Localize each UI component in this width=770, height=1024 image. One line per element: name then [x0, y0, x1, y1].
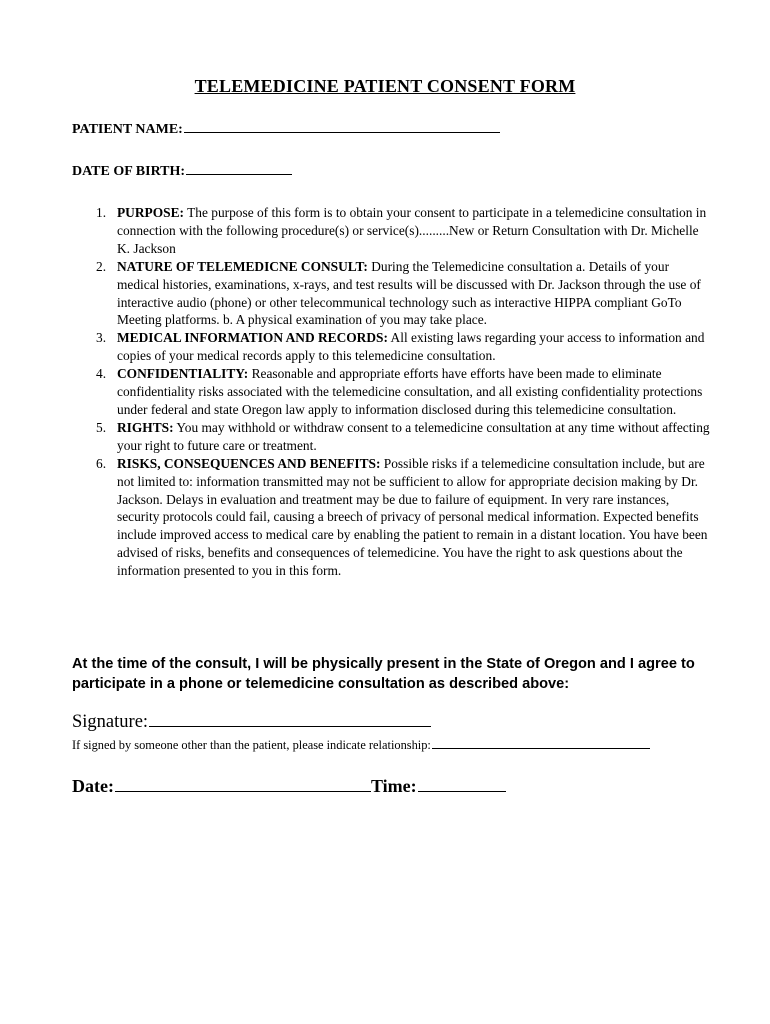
item-heading: RISKS, CONSEQUENCES AND BENEFITS: — [117, 455, 381, 471]
signature-row — [72, 712, 431, 733]
date-label: Date: — [72, 776, 114, 796]
date-of-birth-row — [72, 164, 292, 180]
relationship-field[interactable] — [432, 747, 650, 749]
signature-field[interactable] — [149, 725, 431, 727]
date-time-row — [72, 776, 506, 797]
form-title: TELEMEDICINE PATIENT CONSENT FORM — [194, 76, 576, 96]
signature-label: Signature: — [72, 712, 149, 732]
date-of-birth-field[interactable] — [186, 173, 292, 175]
item-number: 5. — [96, 419, 107, 435]
time-field[interactable] — [418, 790, 506, 792]
relationship-row — [72, 738, 650, 753]
consent-statement: At the time of the consult, I will be physically present in the State of Oregon and I agree to participate in a phone or telemedicine consultation as described above: — [72, 656, 695, 692]
consent-item-nature — [72, 258, 712, 330]
consent-item-rights — [72, 419, 712, 455]
date-of-birth-label: DATE OF BIRTH: — [72, 164, 186, 179]
item-text: All existing laws regarding your access to information and copies of your medical records apply to this telemedicine consultation. — [117, 330, 705, 364]
item-number: 6. — [96, 455, 107, 471]
item-number: 3. — [96, 330, 107, 346]
item-number: 1. — [96, 205, 107, 220]
item-text: During the Telemedicine consultation a. Details of your medical histories, examinations, x-rays, and test results will be discussed with Dr. Jackson through the use of interactive audio (phone) or other telecommunical technology such as interactive HIPPA compliant GoTo Meeting platforms. b. A physical examination of you may take place. — [117, 258, 701, 328]
item-text: The purpose of this form is to obtain your consent to participate in a telemedicine consultation in connection with the following procedure(s) or service(s).........New or Return Consultation with Dr. Michelle K. Jackson — [117, 205, 707, 256]
item-heading: RIGHTS: — [117, 419, 174, 435]
consent-item-confidentiality — [72, 365, 712, 419]
item-heading: CONFIDENTIALITY: — [117, 366, 249, 382]
consent-item-purpose — [72, 204, 712, 258]
consent-items-list — [72, 204, 712, 580]
patient-name-label: PATIENT NAME: — [72, 122, 183, 137]
time-label: Time: — [370, 776, 417, 796]
item-heading: PURPOSE: — [117, 205, 184, 220]
patient-name-row — [72, 122, 500, 138]
consent-item-medical-records — [72, 329, 712, 365]
item-text: Possible risks if a telemedicine consultation include, but are not limited to: information transmitted may not be sufficient to allow for appropriate decision making by Dr. Jackson. Delays in evaluation and treatment may be due to failure of equipment. In very rare instances, security protocols could fail, causing a breech of privacy of personal medical information. Expected benefits include improved access to medical care by enabling the patient to remain in a distant location. You have been advised of risks, benefits and consequences of telemedicine. You have the right to ask questions about the information presented to you in this form. — [117, 455, 708, 579]
item-number: 2. — [96, 258, 107, 274]
patient-name-field[interactable] — [184, 131, 500, 133]
item-number: 4. — [96, 366, 107, 382]
item-text: Reasonable and appropriate efforts have efforts have been made to eliminate confidentiality risks associated with the telemedicine consultation, and all existing confidentiality protections under federal and state Oregon law apply to information disclosed during this telemedicine consultation. — [117, 366, 703, 417]
item-text: You may withhold or withdraw consent to a telemedicine consultation at any time without affecting your right to future care or treatment. — [117, 419, 710, 453]
date-field[interactable] — [115, 790, 371, 792]
consent-item-risks — [72, 455, 712, 580]
item-heading: NATURE OF TELEMEDICNE CONSULT: — [117, 258, 368, 274]
item-heading: MEDICAL INFORMATION AND RECORDS: — [117, 330, 388, 346]
relationship-label: If signed by someone other than the patient, please indicate relationship: — [72, 738, 431, 752]
